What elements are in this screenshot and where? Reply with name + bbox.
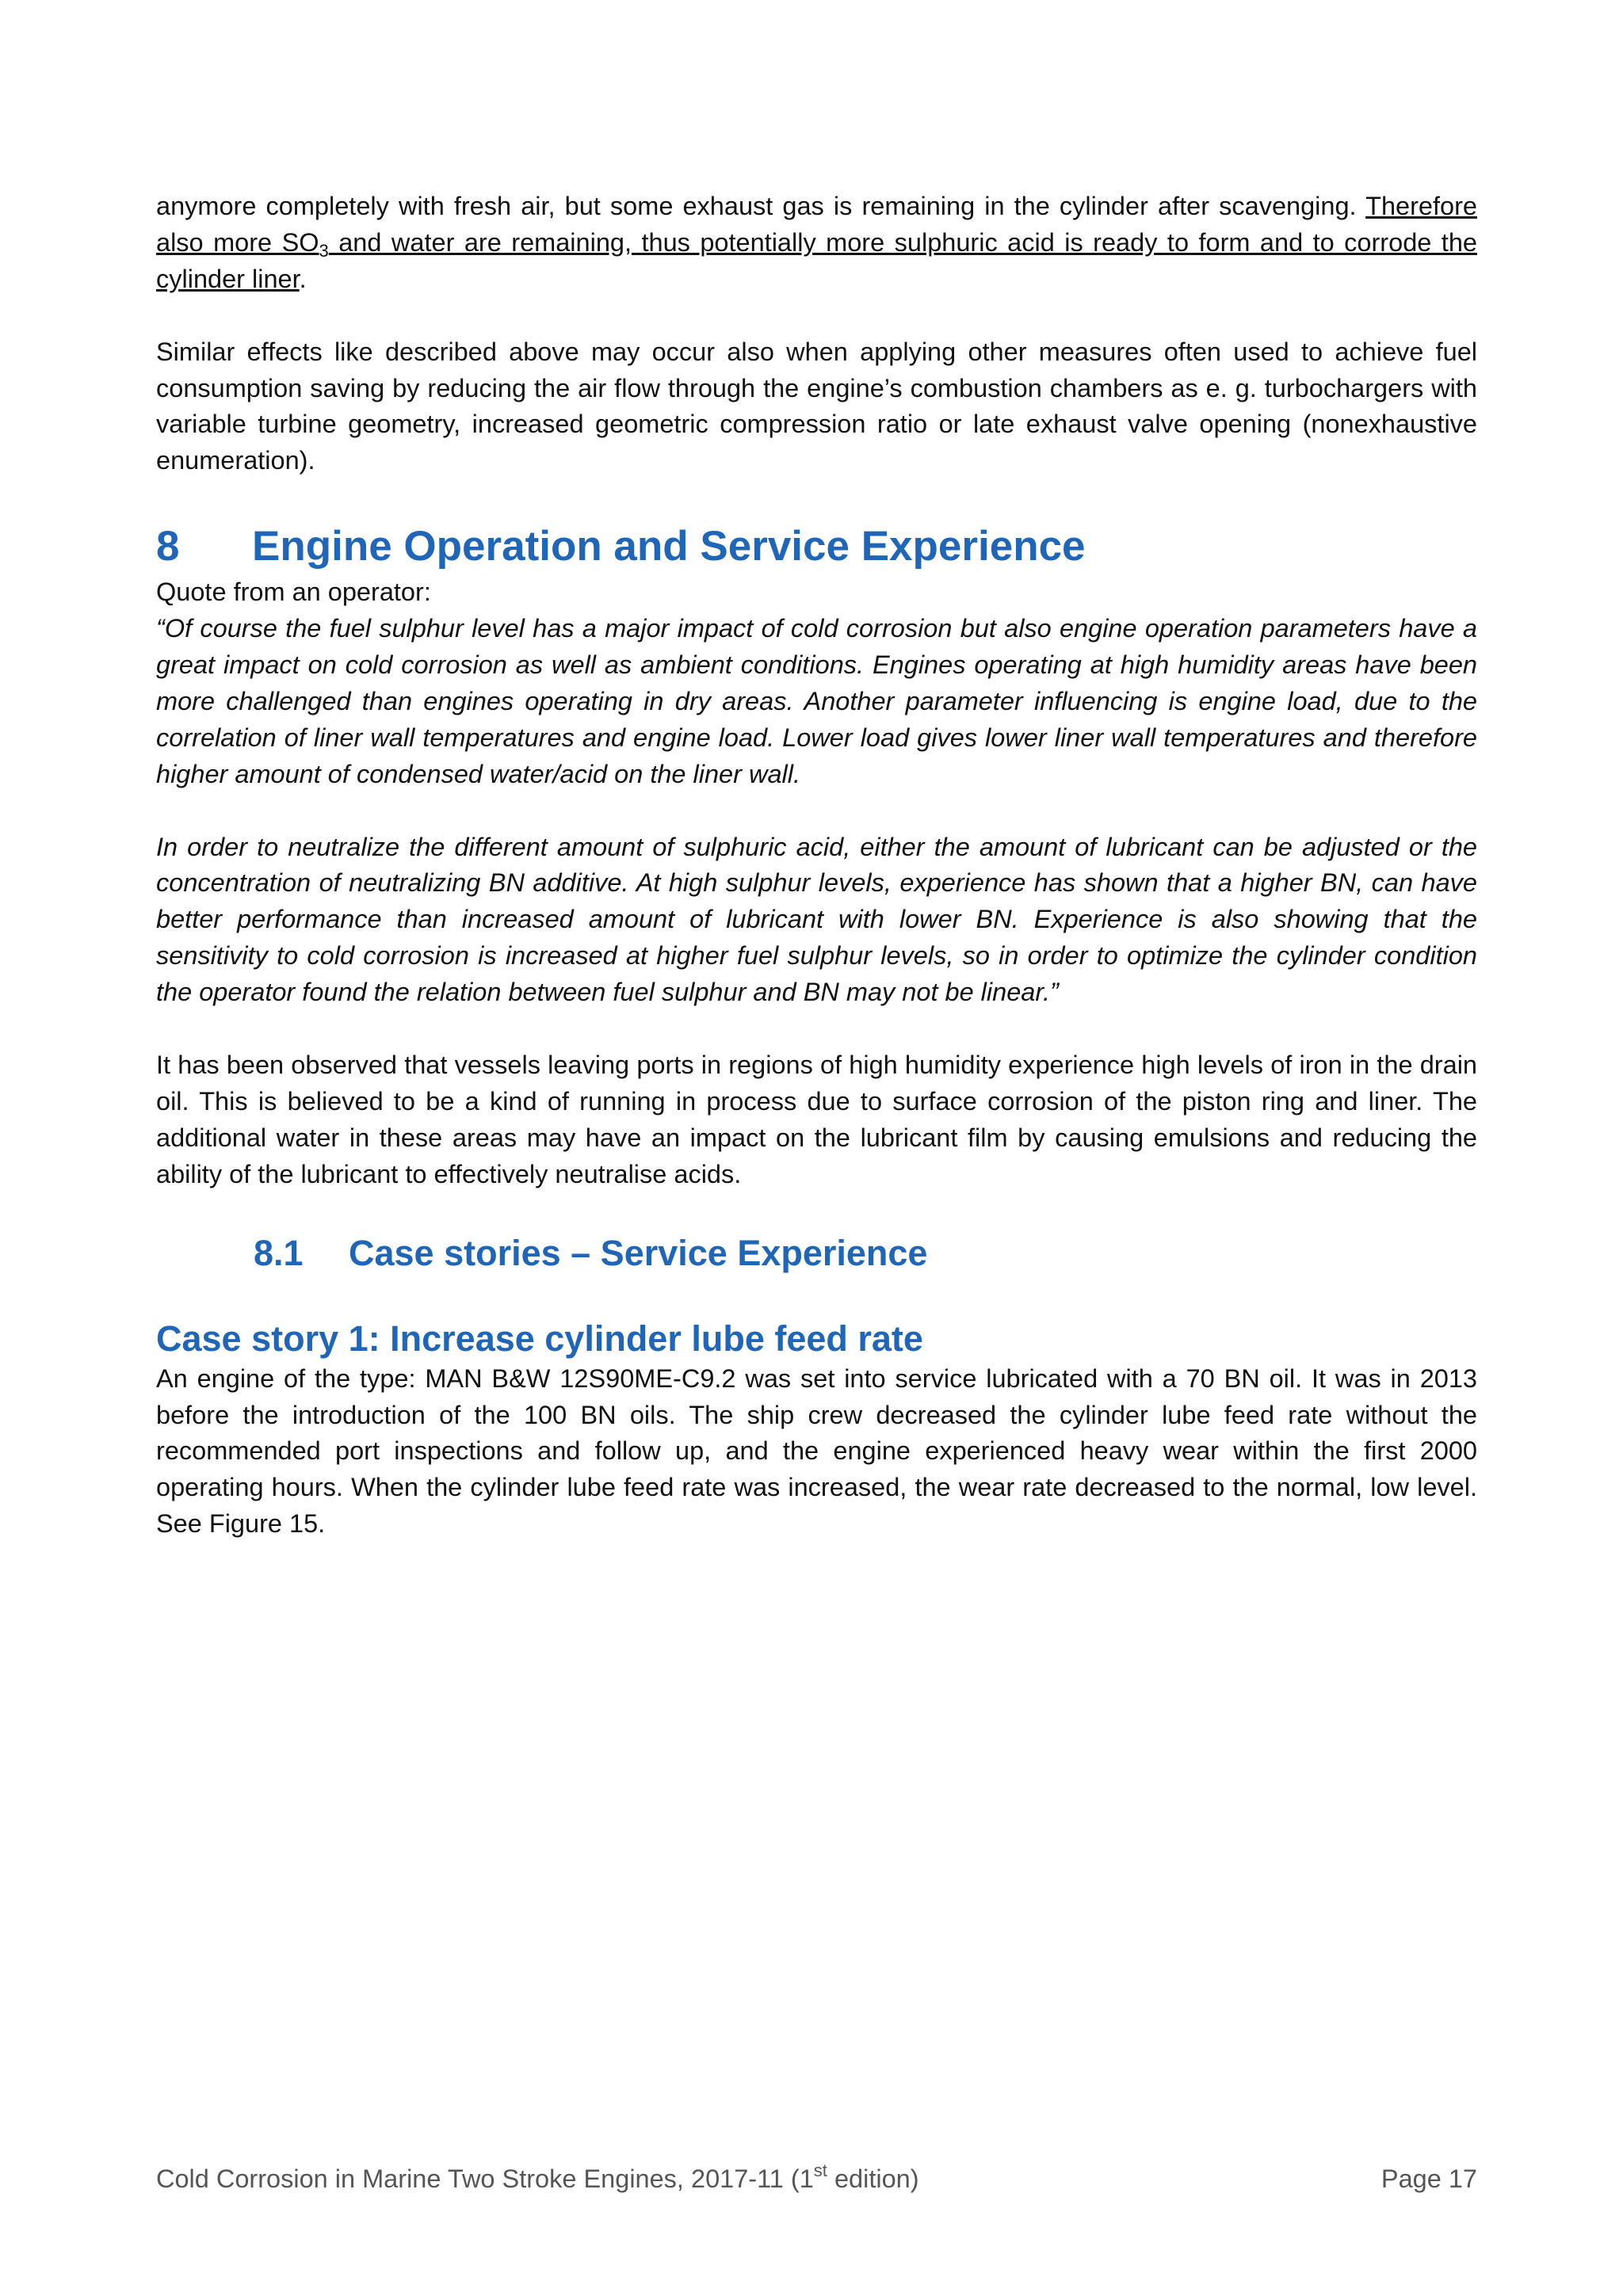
footer-superscript: st xyxy=(813,2161,827,2180)
intro-line: anymore completely with fresh air, but some exhaust gas is remaining in the cylinder after scavenging. xyxy=(156,192,1357,220)
document-page xyxy=(156,189,1477,1543)
similar-effects-paragraph: Similar effects like described above may occur also when applying other measures often used to achieve fuel consumption saving by reducing the air flow through the engine’s combustion chambers as e. g. turbochargers with variable turbine geometry, increased geometric compression ratio or late exhaust valve opening (nonexhaustive enumeration). xyxy=(156,337,1477,475)
observation-paragraph: It has been observed that vessels leaving ports in regions of high humidity experience high levels of iron in the drain oil. This is believed to be a kind of running in process due to surface corrosion of the piston ring and liner. The additional water in these areas may have an impact on the lubricant film by causing emulsions and reducing the ability of the lubricant to effectively neutralise acids. xyxy=(156,1050,1477,1188)
intro-paragraph xyxy=(156,189,1477,298)
subsection-number: 8.1 xyxy=(254,1232,304,1273)
operator-quote-paragraph-1: “Of course the fuel sulphur level has a major impact of cold corrosion but also engine operation parameters have a great impact on cold corrosion as well as ambient conditions. Engines operating at high humidity areas have been more challenged than engines operating in dry areas. Another parameter influencing is engine load, due to the correlation of liner wall temperatures and engine load. Lower load gives lower liner wall temperatures and therefore higher amount of condensed water/acid on the liner wall. xyxy=(156,614,1477,788)
footer-edition-text: edition) xyxy=(827,2164,919,2193)
operator-quote-paragraph-2: In order to neutralize the different amount of sulphuric acid, either the amount of lubricant can be adjusted or the concentration of neutralizing BN additive. At high sulphur levels, experience has shown that a higher BN, can have better performance than increased amount of lubricant with lower BN. Experience is also showing that the sensitivity to cold corrosion is increased at higher fuel sulphur levels, so in order to optimize the cylinder condition the operator found the relation between fuel sulphur and BN may not be linear.” xyxy=(156,832,1477,1007)
section-8-1-heading xyxy=(254,1230,1477,1277)
section-number: 8 xyxy=(156,523,180,570)
underline-text-a: Therefore also more SO xyxy=(156,192,1477,257)
footer-document-title xyxy=(156,2163,919,2195)
case-story-1-body: An engine of the type: MAN B&W 12S90ME-C9.2 was set into service lubricated with a 70 BN oil. It was in 2013 before the introduction of the 100 BN oils. The ship crew decreased the cylinder lube feed rate without the recommended port inspections and follow up, and the engine experienced heavy wear within the first 2000 operating hours. When the cylinder lube feed rate was increased, the wear rate decreased to the normal, low level. See Figure 15. xyxy=(156,1363,1477,1539)
underline-text-b: and water are remaining, thus potentially more sulphuric acid is ready to form and to corrode the cylinder liner xyxy=(156,227,1477,293)
case-story-1-heading: Case story 1: Increase cylinder lube feed rate xyxy=(156,1318,923,1359)
section-title: Engine Operation and Service Experience xyxy=(252,523,1086,570)
so3-subscript: 3 xyxy=(319,240,329,261)
section-8-heading xyxy=(156,521,1477,573)
quote-intro: Quote from an operator: xyxy=(156,578,431,607)
footer-title-text: Cold Corrosion in Marine Two Stroke Engines, 2017-11 (1 xyxy=(156,2164,814,2193)
page-number: Page 17 xyxy=(1381,2164,1477,2193)
page-footer xyxy=(156,2163,1477,2195)
subsection-title: Case stories – Service Experience xyxy=(349,1232,928,1273)
sentence-period: . xyxy=(299,264,307,293)
